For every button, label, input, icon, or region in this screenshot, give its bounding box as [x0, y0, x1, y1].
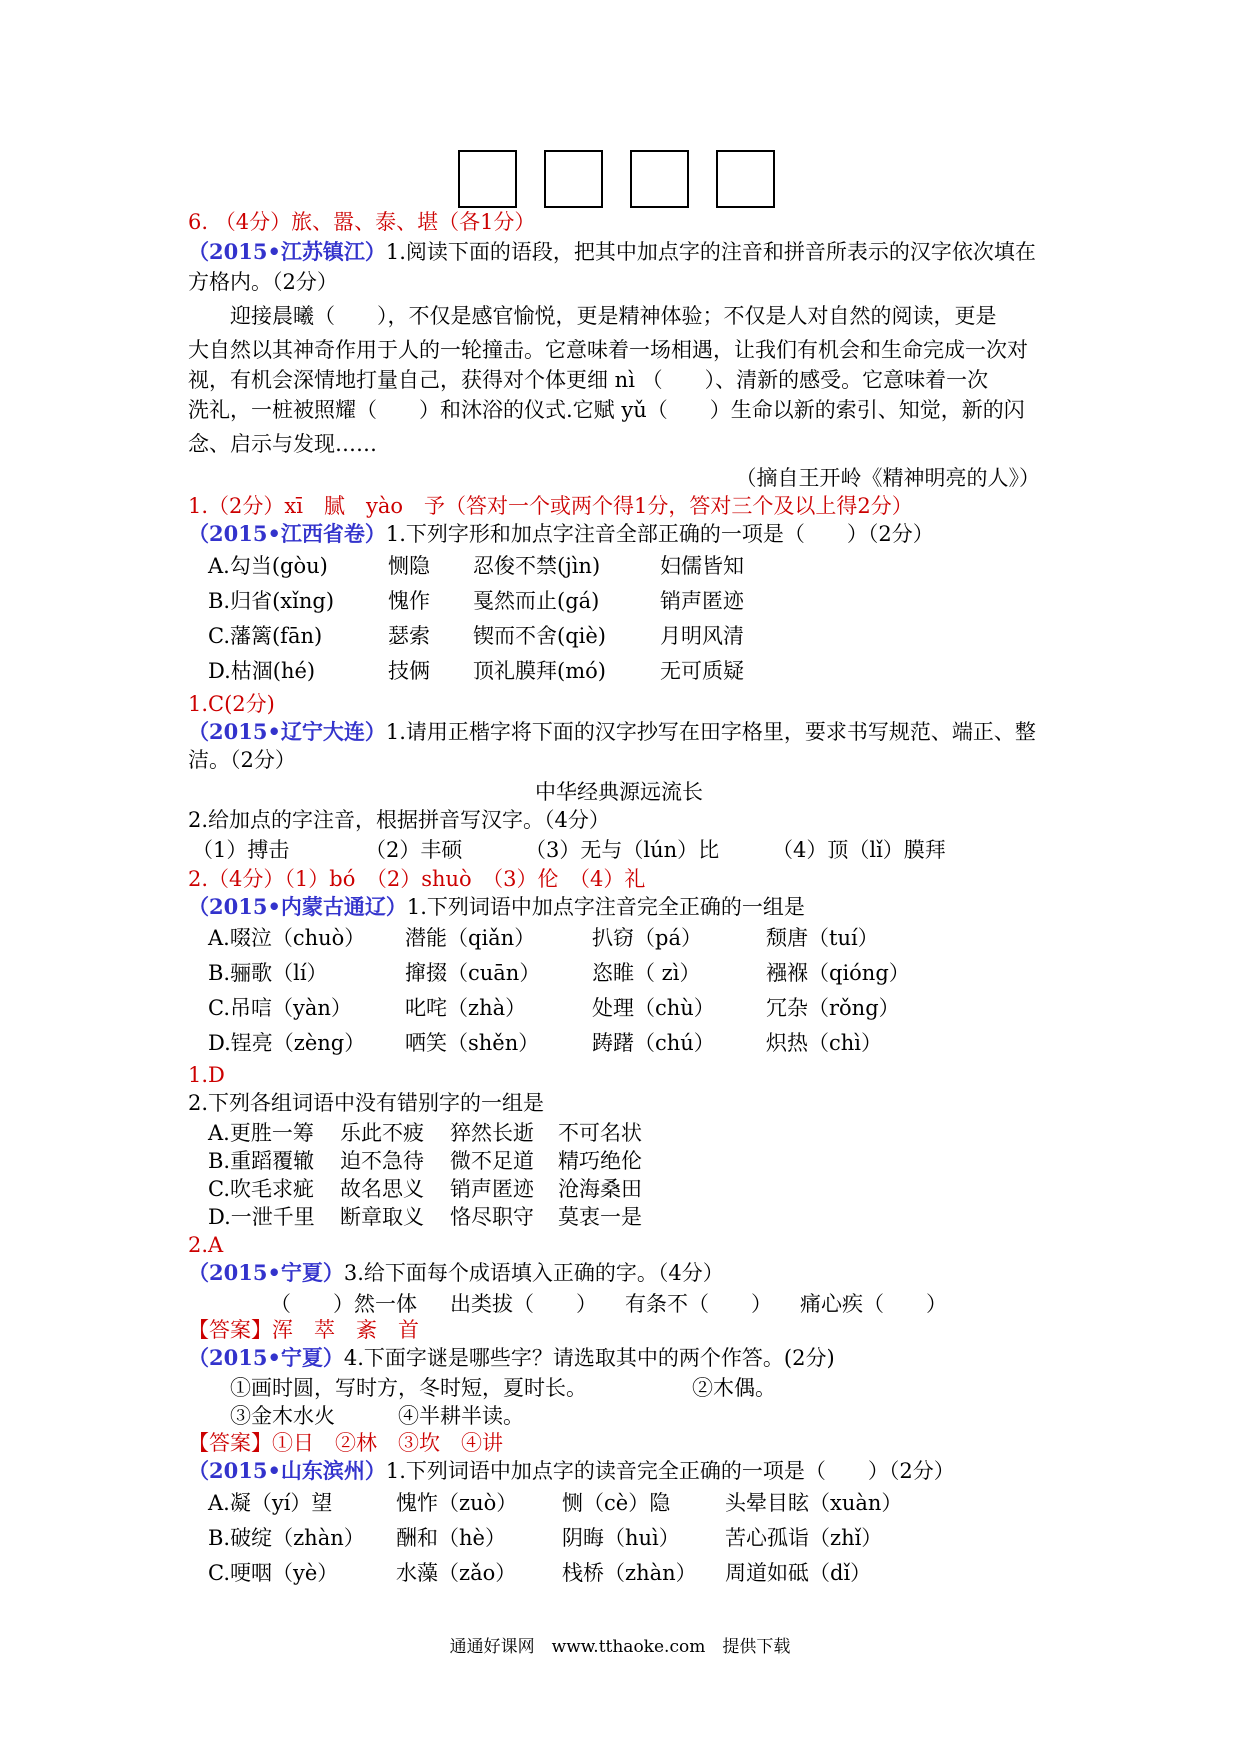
- option-cell: ②木偶。: [692, 1376, 776, 1400]
- option-cell: 撺掇（cuān）: [405, 961, 541, 985]
- source-tag: （2015•宁夏）: [188, 1260, 344, 1285]
- option-cell: 恪尽职守: [450, 1205, 534, 1229]
- option-cell: 不可名状: [558, 1121, 642, 1145]
- option-cell: 妇儒皆知: [660, 554, 744, 578]
- page-footer: 通通好课网 www.tthaoke.com 提供下载: [449, 1637, 791, 1657]
- option-cell: 沧海桑田: [558, 1177, 642, 1201]
- option-cell: D.一泄千里: [208, 1205, 315, 1229]
- option-cell: A.更胜一筹: [208, 1121, 314, 1145]
- source-tag: （2015•江苏镇江）: [188, 239, 386, 264]
- question-line: 方格内。（2分）: [188, 270, 338, 294]
- option-cell: 恻（cè）隐: [562, 1491, 671, 1515]
- option-cell: A.勾当(gòu): [208, 554, 328, 578]
- option-cell: ④半耕半读。: [398, 1404, 524, 1428]
- question-text: 4.下面字谜是哪些字？请选取其中的两个作答。(2分): [343, 1346, 835, 1370]
- option-cell: C.吊唁（yàn）: [208, 996, 352, 1020]
- option-cell: 水藻（zǎo）: [396, 1561, 517, 1585]
- option-cell: C.哽咽（yè）: [208, 1561, 339, 1585]
- option-cell: 顶礼膜拜(mó): [473, 659, 606, 683]
- option-cell: 踌躇（chú）: [592, 1031, 715, 1055]
- option-cell: 阴晦（huì）: [562, 1526, 680, 1550]
- option-cell: ①画时圆，写时方，冬时短，夏时长。: [230, 1376, 587, 1400]
- option-cell: C.藩篱(fān): [208, 624, 323, 648]
- question-line: [188, 238, 1036, 266]
- passage-line: 洗礼，一桩被照耀（ ）和沐浴的仪式.它赋 yǔ（ ）生命以新的索引、知觉，新的闪: [188, 398, 1025, 422]
- answer-line: 2.（4分）（1）bó （2）shuò （3）伦 （4）礼: [188, 867, 646, 891]
- option-cell: 莫衷一是: [558, 1205, 642, 1229]
- option-cell: 断章取义: [340, 1205, 424, 1229]
- option-cell: 忍俊不禁(jìn): [473, 554, 601, 578]
- passage-line: 大自然以其神奇作用于人的一轮撞击。它意味着一场相遇，让我们有机会和生命完成一次对: [188, 338, 1028, 362]
- passage-line: 迎接晨曦（ ），不仅是感官愉悦，更是精神体验；不仅是人对自然的阅读，更是: [230, 304, 997, 328]
- option-cell: 叱咤（zhà）: [405, 996, 527, 1020]
- answer-line: 1.D: [188, 1063, 225, 1087]
- passage-line: 念、启示与发现……: [188, 432, 377, 456]
- option-cell: 销声匿迹: [450, 1177, 534, 1201]
- option-cell: 乐此不疲: [340, 1121, 424, 1145]
- option-cell: 愧怍（zuò）: [396, 1491, 518, 1515]
- answer-line: 1.C(2分): [188, 692, 275, 716]
- answer-line: [188, 1429, 503, 1457]
- answer-line: 1.（2分）xī 腻 yào 予（答对一个或两个得1分，答对三个及以上得2分）: [188, 494, 913, 518]
- option-cell: 酬和（hè）: [396, 1526, 506, 1550]
- passage-line: 视，有机会深情地打量自己，获得对个体更细 nì （ ）、清新的感受。它意味着一次: [188, 368, 989, 392]
- option-cell: D.锃亮（zèng）: [208, 1031, 366, 1055]
- answer-line: [188, 1316, 419, 1344]
- question-text: 1.阅读下面的语段，把其中加点字的注音和拼音所表示的汉字依次填在: [385, 240, 1036, 264]
- option-cell: 微不足道: [450, 1149, 534, 1173]
- option-cell: 襁褓（qióng）: [766, 961, 910, 985]
- question-line: [188, 520, 934, 548]
- question-line: [188, 893, 805, 921]
- option-cell: （ ）然一体: [270, 1292, 417, 1316]
- question-text: 1.下列字形和加点字注音全部正确的一项是（ ）（2分）: [385, 522, 934, 546]
- option-cell: 颓唐（tuí）: [766, 926, 879, 950]
- answer-box[interactable]: [458, 150, 517, 208]
- option-cell: 月明风清: [660, 624, 744, 648]
- answer-box[interactable]: [630, 150, 689, 208]
- option-cell: （4）顶（lǐ）膜拜: [772, 838, 946, 862]
- option-cell: 无可质疑: [660, 659, 744, 683]
- option-cell: B.归省(xǐng): [208, 589, 335, 613]
- answer-tag: 【答案】: [188, 1431, 272, 1455]
- option-cell: 锲而不舍(qiè): [473, 624, 606, 648]
- option-cell: 愧作: [388, 589, 430, 613]
- option-cell: 潜能（qiǎn）: [405, 926, 536, 950]
- question-text: 1.下列词语中加点字注音完全正确的一组是: [406, 895, 805, 919]
- question-text: 1.下列词语中加点字的读音完全正确的一项是（ ）（2分）: [385, 1459, 955, 1483]
- option-cell: （3）无与（lún）比: [525, 838, 720, 862]
- option-cell: 瑟索: [388, 624, 430, 648]
- option-cell: 戛然而止(gá): [473, 589, 600, 613]
- option-cell: 痛心疾（ ）: [800, 1292, 947, 1316]
- question-line: [188, 718, 1036, 746]
- answer-line: 2.A: [188, 1233, 224, 1257]
- option-cell: 猝然长逝: [450, 1121, 534, 1145]
- option-cell: B.破绽（zhàn）: [208, 1526, 365, 1550]
- option-cell: ③金木水火: [230, 1404, 335, 1428]
- option-cell: C.吹毛求疵: [208, 1177, 314, 1201]
- answer-line: 6. （4分）旅、嚣、泰、堪（各1分）: [188, 210, 536, 234]
- option-cell: 有条不（ ）: [625, 1292, 772, 1316]
- question-line: 洁。（2分）: [188, 748, 296, 772]
- copy-phrase: 中华经典源远流长: [535, 780, 703, 804]
- option-cell: 精巧绝伦: [558, 1149, 642, 1173]
- option-cell: 销声匿迹: [660, 589, 744, 613]
- option-cell: 处理（chù）: [592, 996, 715, 1020]
- answer-tag: 【答案】: [188, 1318, 272, 1342]
- option-cell: B.重蹈覆辙: [208, 1149, 315, 1173]
- question-line: [188, 1259, 724, 1287]
- answer-text: ①日 ②林 ③坎 ④讲: [272, 1431, 503, 1455]
- answer-boxes: [458, 150, 775, 208]
- option-cell: 扒窃（pá）: [592, 926, 702, 950]
- source-tag: （2015•江西省卷）: [188, 521, 386, 546]
- source-tag: （2015•宁夏）: [188, 1345, 344, 1370]
- source-tag: （2015•内蒙古通辽）: [188, 894, 407, 919]
- option-cell: 苦心孤诣（zhǐ）: [725, 1526, 883, 1550]
- option-cell: 栈桥（zhàn）: [562, 1561, 697, 1585]
- citation: （摘自王开岭《精神明亮的人》）: [735, 466, 1040, 490]
- option-cell: 出类拔（ ）: [450, 1292, 597, 1316]
- option-cell: A.啜泣（chuò）: [208, 926, 366, 950]
- option-cell: 冗杂（rǒng）: [766, 996, 900, 1020]
- option-cell: 恻隐: [388, 554, 430, 578]
- option-cell: 头晕目眩（xuàn）: [725, 1491, 903, 1515]
- option-cell: D.枯涸(hé): [208, 659, 316, 683]
- source-tag: （2015•山东滨州）: [188, 1458, 386, 1483]
- question-line: [188, 1344, 835, 1372]
- option-cell: A.凝（yí）望: [208, 1491, 333, 1515]
- option-cell: 技俩: [388, 659, 430, 683]
- question-text: 1.请用正楷字将下面的汉字抄写在田字格里，要求书写规范、端正、整: [385, 720, 1036, 744]
- source-tag: （2015•辽宁大连）: [188, 719, 386, 744]
- question-text: 3.给下面每个成语填入正确的字。（4分）: [343, 1261, 724, 1285]
- option-cell: 恣睢（ zì）: [592, 961, 701, 985]
- option-cell: 周道如砥（dǐ）: [725, 1561, 872, 1585]
- option-cell: 故名思义: [340, 1177, 424, 1201]
- option-cell: 迫不急待: [340, 1149, 424, 1173]
- question-line: [188, 1457, 955, 1485]
- option-cell: 炽热（chì）: [766, 1031, 883, 1055]
- question-line: 2.给加点的字注音，根据拼音写汉字。（4分）: [188, 808, 610, 832]
- answer-text: 浑 萃 紊 首: [272, 1318, 419, 1342]
- question-line: 2.下列各组词语中没有错别字的一组是: [188, 1091, 545, 1115]
- option-cell: （2）丰硕: [365, 838, 463, 862]
- answer-box[interactable]: [544, 150, 603, 208]
- option-cell: 哂笑（shěn）: [405, 1031, 540, 1055]
- option-cell: （1）搏击: [192, 838, 290, 862]
- option-cell: B.骊歌（lí）: [208, 961, 328, 985]
- answer-box[interactable]: [716, 150, 775, 208]
